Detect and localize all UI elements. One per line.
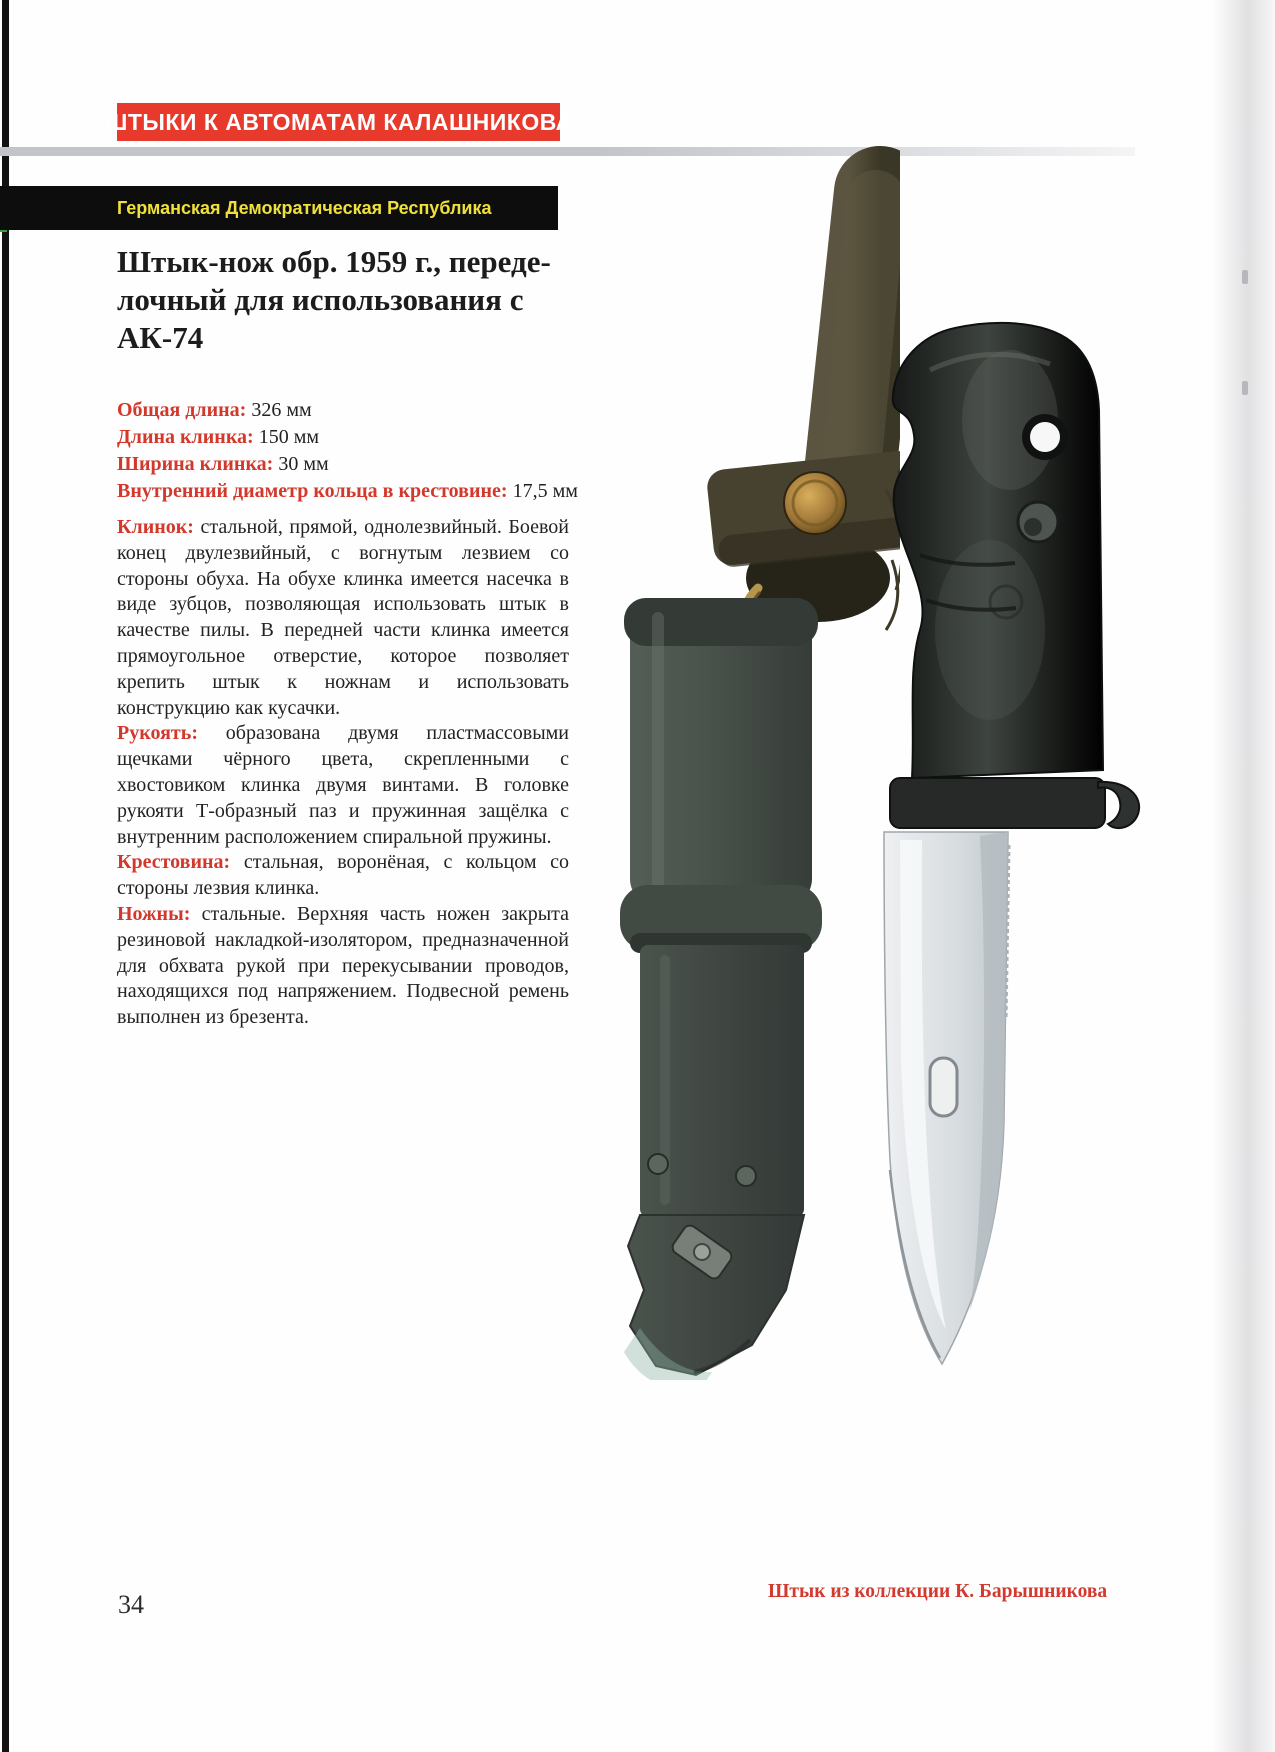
country-banner [0,186,558,230]
bayonet-photo [860,300,1160,1400]
title-line: Штык-нож обр. 1959 г., переде- [117,244,551,279]
photo-caption: Штык из коллекции К. Барышникова [768,1581,1108,1602]
spec-row [117,451,592,478]
section-label: Крестовина: [117,851,231,874]
article-title [117,243,587,357]
section-text: стальные. Верхняя часть ножен закрыта резиновой накладкой-изолятором, предназначенной для обхвата рукой при перекусывании проводов, находящихся под напряжением. Подвесной ремень выполнен из брезента. [117,902,569,1029]
scan-edge-mark [1242,270,1248,284]
section-label: Ножны: [117,902,191,925]
article-body [117,515,569,1031]
rivet [736,1166,756,1186]
scan-spine-strip [2,0,9,1752]
section-text: образована двумя пластмассовыми щечками чёрного цвета, скрепленными с хвостовиком клинка двумя винтами. В головке рукояти Т-образный паз и пружинная защёлка с внутренним расположением спиральной пружины. [117,722,569,848]
section-label: Клинок: [117,516,194,538]
spec-label: Ширина клинка: [117,453,274,475]
section-text: стальная, воронёная, с кольцом со стороны лезвия клинка. [117,851,570,900]
section-text: стальной, прямой, однолезвийный. Боевой конец двулезвийный, с вогнутым лезвием со стороны обуха. На обухе клинка имеется насечка в виде зубцов, позволяющая использовать штык в качестве пилы. В передней части клинка имеется прямоугольное отверстие, которое позволяет крепить штык к ножнам и использовать конструкцию как кусачки. [117,516,569,719]
spec-row [117,478,592,505]
rivet [648,1154,668,1174]
title-line: АК-74 [117,320,204,355]
scabbard-photo [600,140,900,1380]
spec-row [117,397,592,424]
section-blade [117,515,569,721]
spec-value: 326 мм [251,399,312,421]
spec-label: Внутренний диаметр кольца в крестовине: [117,480,508,502]
title-line: лочный для использования с [117,282,524,317]
spec-value: 150 мм [258,426,320,448]
crossguard [890,778,1105,828]
spec-value: 30 мм [278,453,329,475]
spec-list [117,397,592,505]
section-handle [117,721,569,850]
chapter-banner-text: ШТЫКИ К АВТОМАТАМ КАЛАШНИКОВА [104,108,573,135]
section-crossguard [117,850,569,902]
spec-label: Длина клинка: [117,426,254,448]
scan-edge-mark [1242,381,1248,395]
blade-slot [930,1058,957,1116]
spec-row [117,424,592,451]
lanyard-hole [1030,422,1060,452]
header-grey-rule [0,147,1135,156]
section-label: Рукоять: [117,722,198,745]
spec-label: Общая длина: [117,399,247,421]
chapter-banner [104,103,573,141]
country-banner-text: Германская Демократическая Республика [117,197,492,218]
page-number: 34 [118,1590,144,1619]
page-curve-shadow [1212,0,1275,1752]
section-scabbard [117,902,569,1031]
spec-value: 17,5 мм [512,480,578,502]
